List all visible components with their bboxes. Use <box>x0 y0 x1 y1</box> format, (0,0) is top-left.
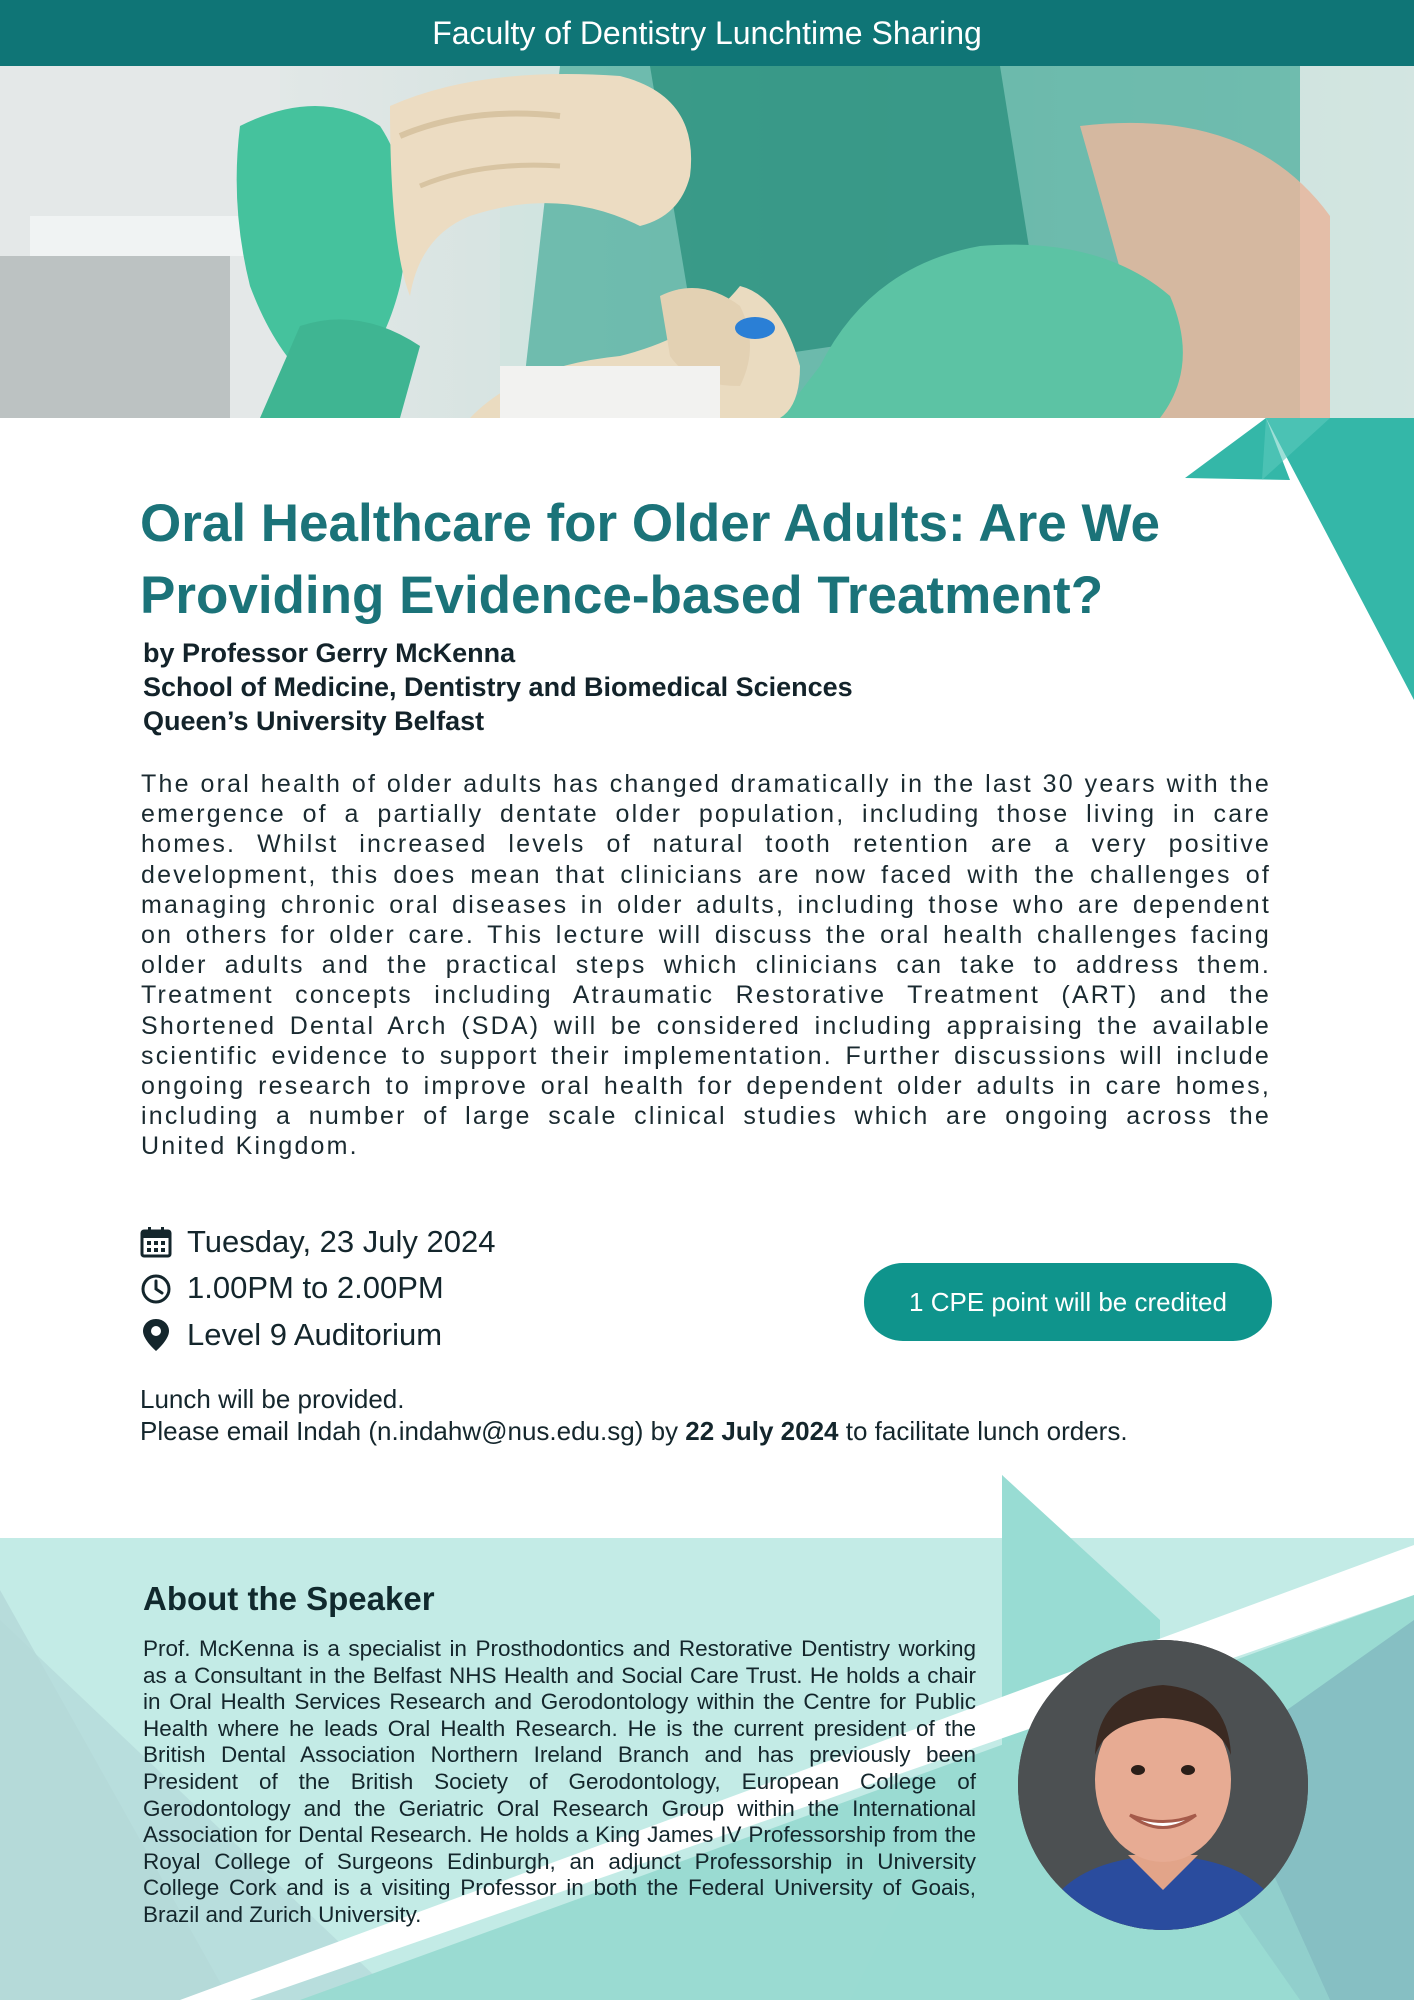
rsvp-deadline: 22 July 2024 <box>685 1416 839 1446</box>
cpe-badge <box>864 1263 1272 1341</box>
lunch-note: Lunch will be provided. <box>140 1384 405 1414</box>
location-pin-icon <box>140 1318 172 1352</box>
speaker-bio: Prof. McKenna is a specialist in Prosthodontics and Restorative Dentistry working as a Consultant in the Belfast NHS Health and Social Care Trust. He holds a chair in Oral Health Services Research and Gerodontology within the Centre for Public Health where he leads Oral Health Research. He is the current president of the British Dental Association Northern Ireland Branch and has previously been President of the British Society of Gerodontology, European College of Gerodontology and the Geriatric Oral Research Group within the International Association for Dental Research. He holds a King James IV Professorship from the Royal College of Surgeons Edinburgh, an adjunct Professorship in University College Cork and is a visiting Professor in both the Federal University of Goais, Brazil and Zurich University. <box>143 1636 976 1927</box>
header-bar <box>0 0 1414 66</box>
event-date <box>140 1224 495 1260</box>
cpe-text: 1 CPE point will be credited <box>909 1286 1227 1317</box>
speaker-photo <box>1018 1640 1308 1930</box>
event-venue <box>140 1317 442 1353</box>
hero-image <box>0 66 1414 418</box>
rsvp-prefix: Please email Indah (n.indahw@nus.edu.sg) by <box>140 1416 679 1446</box>
about-speaker-heading: About the Speaker <box>143 1580 435 1617</box>
speaker-university: Queen’s University Belfast <box>143 706 485 736</box>
event-date-text: Tuesday, 23 July 2024 <box>187 1224 496 1259</box>
dental-model-illustration <box>0 66 1414 418</box>
header-title: Faculty of Dentistry Lunchtime Sharing <box>432 14 982 51</box>
event-venue-text: Level 9 Auditorium <box>187 1317 443 1352</box>
talk-title: Oral Healthcare for Older Adults: Are We Providing Evidence-based Treatment? <box>140 494 1161 625</box>
speaker-school: School of Medicine, Dentistry and Biomedical Sciences <box>143 672 853 702</box>
event-time <box>140 1270 444 1306</box>
lunch-info <box>140 1383 1128 1447</box>
rsvp-line <box>140 1415 1128 1447</box>
clock-icon <box>140 1271 172 1305</box>
calendar-icon <box>140 1225 172 1259</box>
speaker-name: by Professor Gerry McKenna <box>143 638 516 668</box>
rsvp-suffix: to facilitate lunch orders. <box>845 1416 1128 1446</box>
event-time-text: 1.00PM to 2.00PM <box>187 1270 444 1305</box>
talk-abstract: The oral health of older adults has changed dramatically in the last 30 years with the emergence of a partially dentate older population, including those living in care homes. Whilst increased levels of natural tooth retention are a very positive development, this does mean that clinicians are now faced with the challenges of managing chronic oral diseases in older adults, including those who are dependent on others for older care. This lecture will discuss the oral health challenges facing older adults and the practical steps which clinicians can take to address them. Treatment concepts including Atraumatic Restorative Treatment (ART) and the Shortened Dental Arch (SDA) will be considered including appraising the available scientific evidence to support their implementation. Further discussions will include ongoing research to improve oral health for dependent older adults in care homes, including a number of large scale clinical studies which are ongoing across the United Kingdom. <box>141 770 1271 1161</box>
speaker-byline <box>143 636 853 738</box>
